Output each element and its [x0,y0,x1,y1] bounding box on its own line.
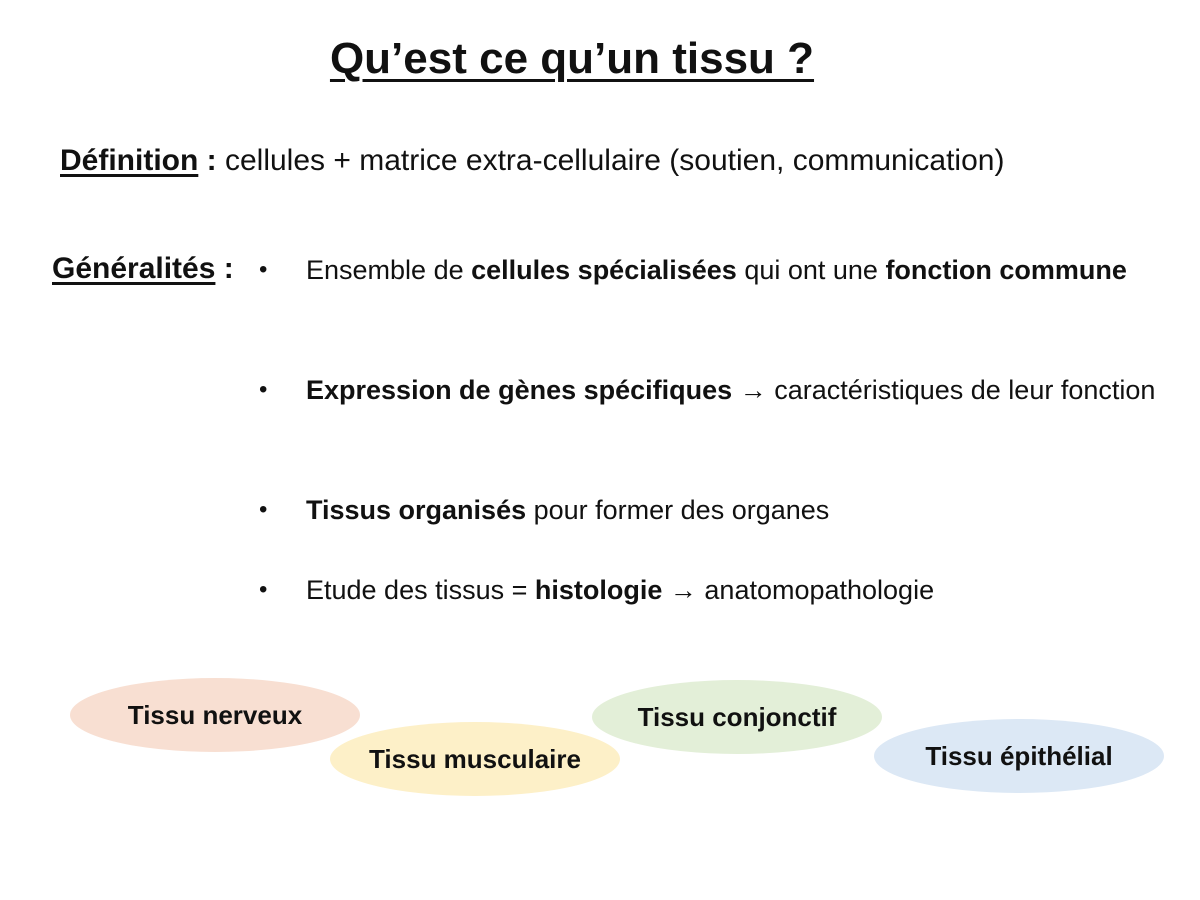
bullet-text: qui ont une [736,255,886,285]
generalites-heading [52,252,234,286]
bullet-dot: • [259,256,268,283]
bullet-text: anatomopathologie [696,575,935,605]
bullet-dot: • [259,576,268,603]
bullet-text-bold: histologie [534,575,663,605]
definition-text: cellules + matrice extra-cellulaire (soutien, communication) [216,144,1005,177]
bullet-text [732,375,740,405]
bullet-text: Ensemble de [306,255,472,285]
arrow-right-icon: → [669,575,697,605]
bullet-text-bold: Tissus organisés [306,495,527,525]
tissue-nerveux-ellipse [70,678,360,752]
bullet-dot: • [259,376,268,403]
slide-title: Qu’est ce qu’un tissu ? [329,34,815,83]
bullet-dot: • [259,496,268,523]
generalites-colon: : [215,252,234,285]
tissue-label: Tissu conjonctif [637,701,837,732]
list-item [256,250,1186,290]
bullet-text [662,575,670,605]
bullet-text-bold: cellules spécialisées [471,255,737,285]
arrow-right-icon: → [739,375,767,405]
bullet-text: pour former des organes [526,495,830,525]
tissue-label: Tissu musculaire [369,743,581,774]
list-item [256,570,1186,610]
tissue-conjonctif-ellipse [592,680,882,754]
definition-label: Définition [60,144,199,177]
bullet-text: Etude des tissus = [306,575,535,605]
tissue-label: Tissu épithélial [925,740,1113,771]
bullet-text: caractéristiques de leur fonction [766,375,1156,405]
list-item [256,490,1186,530]
bullet-text-bold: fonction commune [885,255,1127,285]
tissue-epithelial-ellipse [874,719,1164,793]
generalites-label: Généralités [52,252,216,285]
definition-line [60,144,1170,178]
tissue-musculaire-ellipse [330,722,620,796]
tissue-label: Tissu nerveux [127,699,303,730]
bullet-text-bold: Expression de gènes spécifiques [306,375,733,405]
definition-colon: : [198,144,217,177]
list-item [256,370,1186,410]
